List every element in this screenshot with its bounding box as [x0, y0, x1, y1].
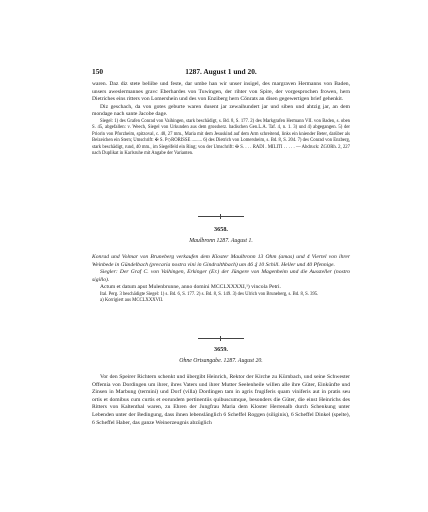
- document-3658-footnote: a) Korrigiert aus MCCLXXXVII.: [100, 298, 164, 304]
- document-3658-body: [92, 254, 350, 305]
- separator-tick: [220, 336, 221, 341]
- document-3658-seal: Siegler: Der Graf C. von Vaihingen, Erkinger (Er.) der Jüngere von Magenheim und die Aussteller (nostro sigillo).: [92, 269, 350, 283]
- top-text-block: [92, 81, 350, 157]
- document-3658-notes: Ital. Perg. 3 beschädigte Siegel: 1) s. Bd. 6, S. 177. 2) s. Bd. 8, S. 149. 3) des Ulrich von Bruneberg, s. Bd. 8, S. 395.: [100, 291, 319, 297]
- document-number-3658: 3658.: [214, 226, 228, 233]
- separator-rule: [198, 338, 244, 339]
- separator-rule: [198, 216, 244, 217]
- document-3659-body: [92, 374, 350, 427]
- running-head: 1287. August 1 und 20.: [185, 67, 257, 76]
- document-3658-actum: Actum et datum aput Mulenbrunne, anno domini MCCLXXXXI,¹) vincola Petri.: [100, 284, 281, 291]
- document-3658-summary: Konrad und Volmar von Bruneberg verkaufen dem Kloster Maulbronn 13 Ohm (amas) und 4 Viertel von ihrer Weinbede in Gündelbach (precaria nostra vini in Gindralthbach) um 46 ₰ 10 Schill. Heller und 40 Pfennige.: [92, 254, 350, 268]
- top-paragraph-1: waren. Daz diz stete beliibe und feste, dar umbe han wir unser insigel, des margraven Hermanns von Baden, unsers aweslermannes gravc Eberhardes von Tuwingen, der rihter von Spire, der vorgesprochen frowen, hern Dietriches eins ritters von Lomershein und des von Enziberg hern Cönrats an disen gegewertigen brief gehenkit.: [92, 81, 350, 103]
- page-number: 150: [92, 67, 104, 76]
- document-place-date-3659: Ohne Ortsangabe. 1287. August 20.: [179, 358, 263, 364]
- document-place-date-3658: Maulbronn 1287. August 1.: [189, 238, 253, 244]
- document-number-3659: 3659.: [214, 346, 228, 353]
- document-3659-text: Vor den Speirer Richtern schenkt und übergibt Heinrich, Rektor der Kirche zu Kürnbach, und seine Schwester Offemia von Dordingen um ihrer, ihres Vaters und ihrer Mutter Seelenheile willen alle ihre Güter, Einkünfte und Zinsen in Marbung (termini) und Dorf (villa) Dordingen tam in agris frugiferis quam viniferis aut in pratis seu ortis et domibus cum curtis et eorundem pertinentiis quibuscumque, besonders die Güter, die einst Heinrichs des Ritters von Kaltenthal waren, zu Ehren der Jungfrau Maria dem Kloster Herrenalb durch Schenkung unter Lebenden unter der Bedingung, dass ihnen lebenslänglich 6 Scheffel Roggen (siliginis), 6 Scheffel Dinkel (spelte), 6 Scheffel Haber, das ganze Weinerzeugnis abzüglich: [92, 374, 350, 426]
- top-seal-notes: Siegel: 1) des Grafen Conrad von Vaihingen, stark beschädigt, s. Bd. 8, S. 177. 2) des Markgrafen Hermann VII. von Baden, s. oben S. 45, abgefallen: v. Weech, Siegel von Urkunden aus dem grossherz. badischen Gen.L.A. Taf. 4, n. 1. 3) und 4) abgegangen. 5) der Priorin von Pforzheim, spitzoval, c. 48, 27 mm., Maria mit dem Jesuskind auf dem Arm schreitend, links ein kniender Beter, darüber als Beizeichen ein Stern; Umschrift: ✠ S. P◇RORISSE ......... 6) des Dietrich von Lomersheim, s. Bd. 8, S. 204. 7) des Conrad von Enzberg, stark beschädigt, rund, 40 mm., im Siegelfeld ein Ring; von der Umschrift: ✠ S. . . . RADI . MILITI . . . . . — Abdruck: ZGORh. 2, 227 nach Duplikat in Karlsruhe mit Angabe der Varianten.: [92, 118, 350, 156]
- separator-tick: [220, 214, 221, 219]
- top-paragraph-2: Diz geschach, da von gotes geburte waren dusent jar zewaihundert jar und siben und ahtzig jar, an dem mondage nach sante Jacobe dage.: [92, 103, 350, 118]
- page-header: [92, 67, 350, 77]
